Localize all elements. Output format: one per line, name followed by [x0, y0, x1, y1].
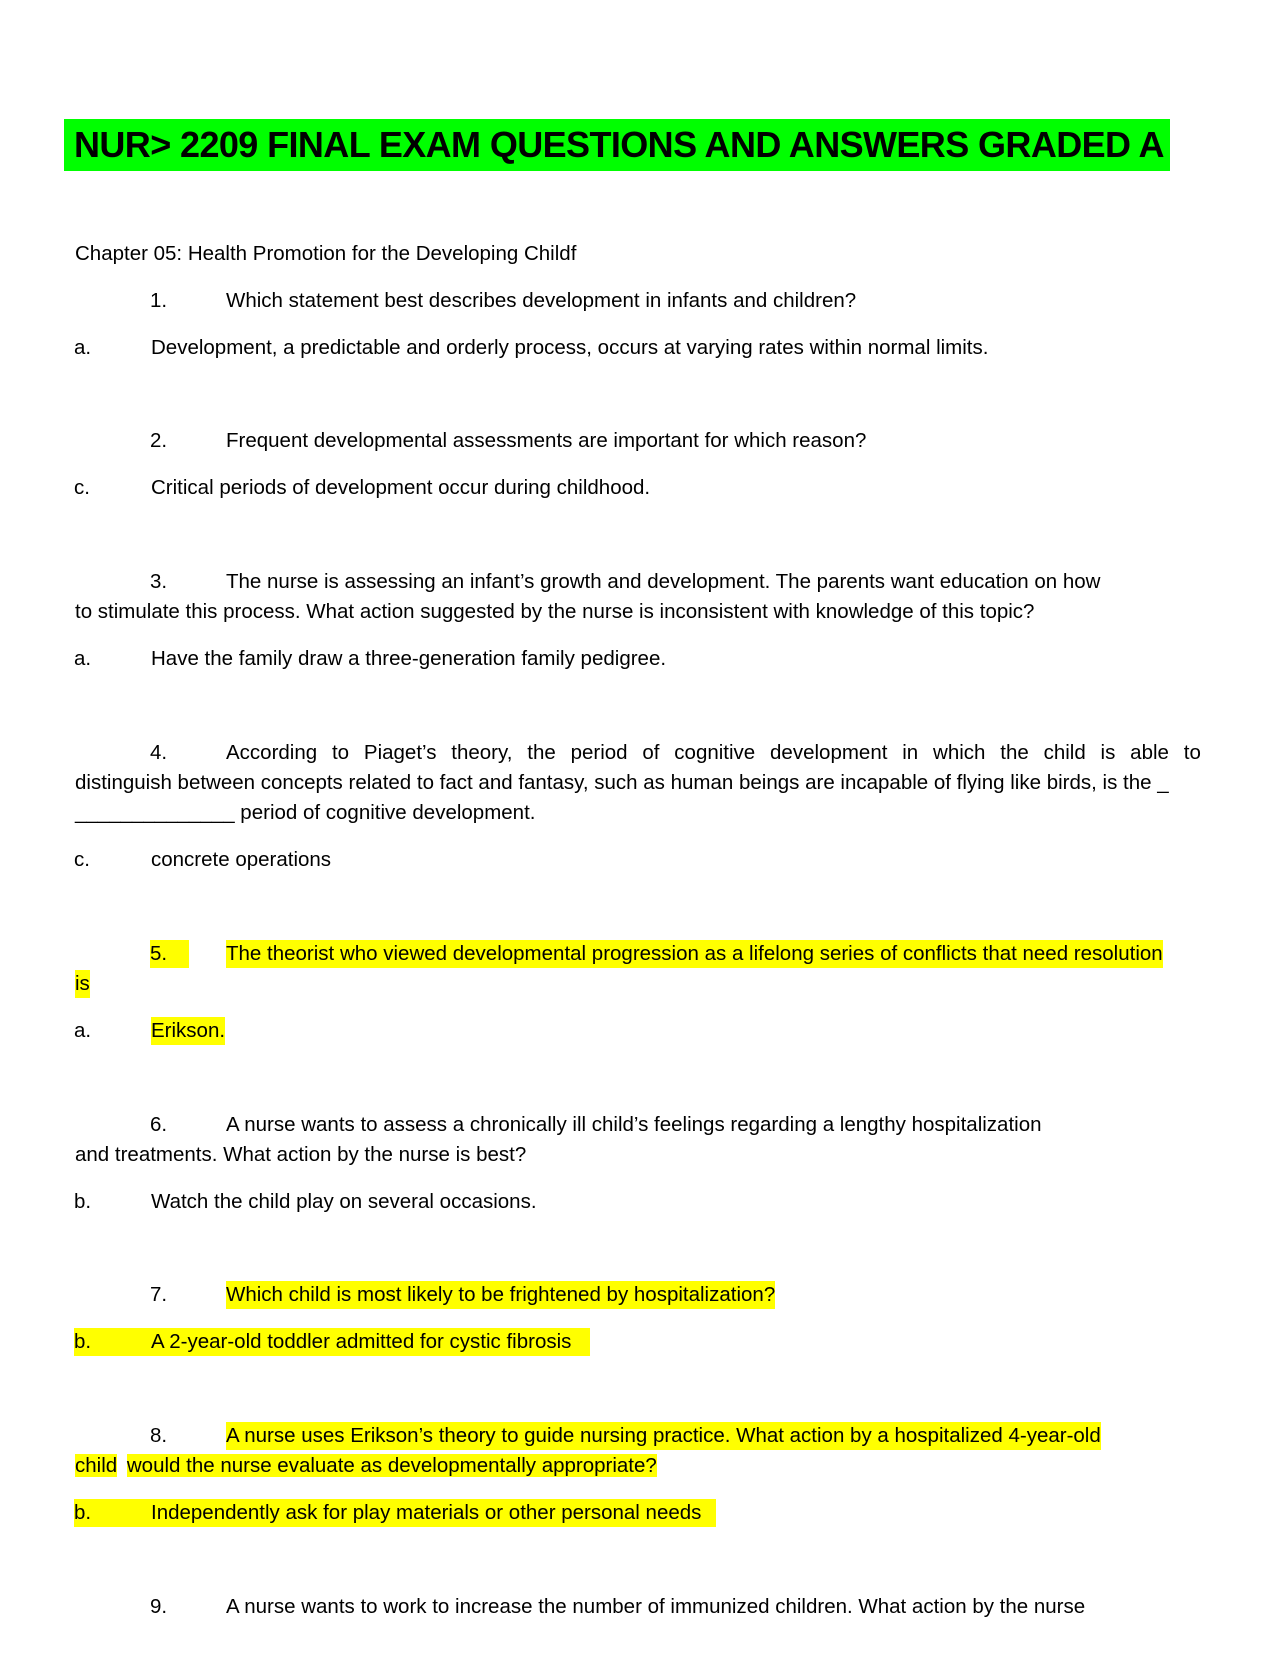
word: the — [527, 741, 556, 764]
word: Piaget’s — [363, 741, 437, 764]
question-number: 8. — [150, 1424, 168, 1447]
chapter-heading: Chapter 05: Health Promotion for the Developing Childf — [75, 242, 577, 265]
question-6-continued: and treatments. What action by the nurse is best? — [75, 1143, 527, 1166]
question-text: A nurse uses Erikson’s theory to guide nursing practice. What action by a hospitalized 4-year-old — [226, 1422, 1101, 1450]
question-4-continued-2: ______________ period of cognitive development. — [75, 801, 536, 824]
word: to — [331, 741, 350, 764]
word: cognitive — [674, 741, 756, 764]
question-number: 9. — [150, 1595, 168, 1618]
answer-letter: a. — [74, 336, 92, 359]
word: According — [226, 741, 318, 764]
word: to — [1183, 741, 1201, 764]
question-number: 2. — [150, 429, 168, 452]
question-text: The nurse is assessing an infant’s growth and development. The parents want education on how — [226, 570, 1101, 593]
question-text — [226, 739, 1201, 767]
answer-text: Development, a predictable and orderly process, occurs at varying rates within normal limits. — [151, 336, 989, 359]
answer-text: concrete operations — [151, 848, 332, 871]
answer-letter: b. — [74, 1190, 92, 1213]
answer-letter: a. — [74, 647, 92, 670]
word: of — [642, 741, 660, 764]
answer-text: Independently ask for play materials or other personal needs — [151, 1501, 702, 1524]
word: development — [770, 741, 888, 764]
question-text: The theorist who viewed developmental progression as a lifelong series of conflicts that need resolution — [226, 940, 1163, 968]
question-continued-b: would the nurse evaluate as developmentally appropriate? — [126, 1454, 657, 1477]
answer-text: Critical periods of development occur during childhood. — [151, 476, 651, 499]
answer-text: Watch the child play on several occasions. — [151, 1190, 537, 1213]
answer-letter: c. — [74, 848, 90, 871]
question-number: 7. — [150, 1283, 168, 1306]
answer-letter: b. — [74, 1501, 92, 1524]
answer-text: Erikson. — [151, 1017, 225, 1045]
question-number: 1. — [150, 289, 168, 312]
answer-letter: b. — [74, 1330, 92, 1353]
question-number: 4. — [150, 741, 168, 764]
word: the — [1000, 741, 1029, 764]
question-text: Frequent developmental assessments are important for which reason? — [226, 429, 867, 452]
question-text: A nurse wants to work to increase the number of immunized children. What action by the nurse — [226, 1595, 1086, 1618]
answer-8 — [74, 1499, 724, 1527]
answer-7 — [74, 1328, 594, 1356]
question-text: A nurse wants to assess a chronically ill child’s feelings regarding a lengthy hospitalization — [226, 1113, 1042, 1136]
word: period — [570, 741, 628, 764]
word: which — [933, 741, 986, 764]
word: is — [1100, 741, 1116, 764]
answer-letter: a. — [74, 1019, 92, 1042]
answer-text: A 2-year-old toddler admitted for cystic fibrosis — [151, 1330, 572, 1353]
answer-letter: c. — [74, 476, 90, 499]
answer-text: Have the family draw a three-generation family pedigree. — [151, 647, 667, 670]
word: theory, — [451, 741, 513, 764]
question-3-continued: to stimulate this process. What action suggested by the nurse is inconsistent with knowledge of this topic? — [75, 600, 1035, 623]
document-title: NUR> 2209 FINAL EXAM QUESTIONS AND ANSWERS GRADED A — [64, 119, 1170, 171]
question-5-continued: is — [75, 970, 90, 998]
question-text: Which child is most likely to be frightened by hospitalization? — [226, 1281, 775, 1309]
question-number: 5. — [150, 940, 189, 968]
word: child — [1043, 741, 1086, 764]
word: in — [902, 741, 919, 764]
question-continued-a: child — [75, 1454, 118, 1477]
question-text: Which statement best describes development in infants and children? — [226, 289, 857, 312]
question-number: 6. — [150, 1113, 168, 1136]
question-8-continued — [75, 1452, 657, 1480]
word: able — [1130, 741, 1169, 764]
question-4-continued: distinguish between concepts related to fact and fantasy, such as human beings are incapable of flying like birds, is the _ — [75, 771, 1169, 794]
question-number: 3. — [150, 570, 168, 593]
